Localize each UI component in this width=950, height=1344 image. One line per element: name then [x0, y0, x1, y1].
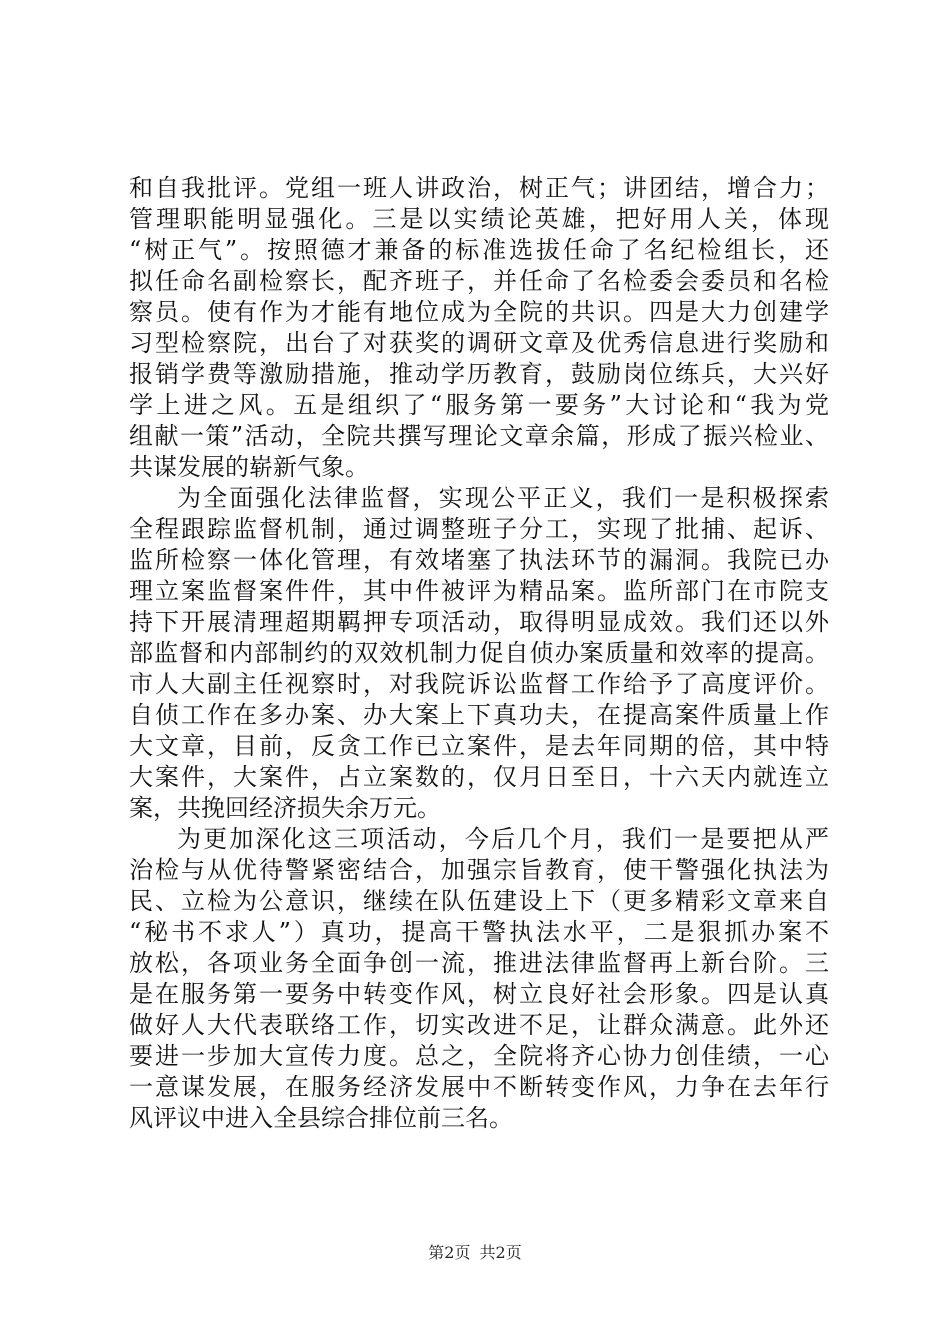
text-line: 一意谋发展，在服务经济发展中不断转变作风，力争在去年行: [129, 1073, 829, 1101]
text-line: 做好人大代表联络工作，切实改进不足，让群众满意。此外还: [129, 1011, 829, 1039]
text-line: 民、立检为公意识，继续在队伍建设上下（更多精彩文章来自: [129, 887, 829, 915]
text-line: 监所检察一体化管理，有效堵塞了执法环节的漏洞。我院已办: [129, 546, 829, 574]
text-line: 放松，各项业务全面争创一流，推进法律监督再上新台阶。三: [129, 949, 829, 977]
text-line: 报销学费等激励措施，推动学历教育，鼓励岗位练兵，大兴好: [129, 360, 829, 388]
text-line: 案，共挽回经济损失余万元。: [129, 794, 441, 822]
text-line: 大案件，大案件，占立案数的，仅月日至日，十六天内就连立: [129, 763, 829, 791]
text-line: 学上进之风。五是组织了“服务第一要务”大讨论和“我为党: [129, 391, 829, 419]
text-line: 管理职能明显强化。三是以实绩论英雄，把好用人关，体现: [129, 205, 829, 233]
text-line: 拟任命名副检察长，配齐班子，并任命了名检委会委员和名检: [129, 267, 829, 295]
text-line: 部监督和内部制约的双效机制力促自侦办案质量和效率的提高。: [129, 639, 829, 667]
text-line: 和自我批评。党组一班人讲政治，树正气；讲团结，增合力；: [129, 174, 829, 202]
text-line: 市人大副主任视察时，对我院诉讼监督工作给予了高度评价。: [129, 670, 829, 698]
text-line: 要进一步加大宣传力度。总之，全院将齐心协力创佳绩，一心: [129, 1042, 829, 1070]
text-line: 治检与从优待警紧密结合，加强宗旨教育，使干警强化执法为: [129, 856, 829, 884]
text-line: 全程跟踪监督机制，通过调整班子分工，实现了批捕、起诉、: [129, 515, 829, 543]
text-line: 是在服务第一要务中转变作风，树立良好社会形象。四是认真: [129, 980, 829, 1008]
page-total: 共2页: [479, 1243, 522, 1262]
text-line: 自侦工作在多办案、办大案上下真功夫，在提高案件质量上作: [129, 701, 829, 729]
page-footer: [0, 1242, 950, 1264]
document-body: [129, 173, 829, 1134]
text-line: 为更加深化这三项活动，今后几个月，我们一是要把从严: [177, 825, 829, 853]
text-line: 共谋发展的崭新气象。: [129, 453, 369, 481]
text-line: 理立案监督案件件，其中件被评为精品案。监所部门在市院支: [129, 577, 829, 605]
text-line: 持下开展清理超期羁押专项活动，取得明显成效。我们还以外: [129, 608, 829, 636]
text-line: 大文章，目前，反贪工作已立案件，是去年同期的倍，其中特: [129, 732, 829, 760]
text-line: 组献一策”活动，全院共撰写理论文章余篇，形成了振兴检业、: [129, 422, 829, 450]
text-line: 习型检察院，出台了对获奖的调研文章及优秀信息进行奖励和: [129, 329, 829, 357]
text-line: “秘书不求人”）真功，提高干警执法水平，二是狠抓办案不: [129, 918, 829, 946]
text-line: 察员。使有作为才能有地位成为全院的共识。四是大力创建学: [129, 298, 829, 326]
text-line: 风评议中进入全县综合排位前三名。: [129, 1104, 513, 1132]
page-number: 第2页: [428, 1243, 471, 1262]
text-line: “树正气”。按照德才兼备的标准选拔任命了名纪检组长，还: [129, 236, 829, 264]
text-line: 为全面强化法律监督，实现公平正义，我们一是积极探索: [177, 484, 829, 512]
